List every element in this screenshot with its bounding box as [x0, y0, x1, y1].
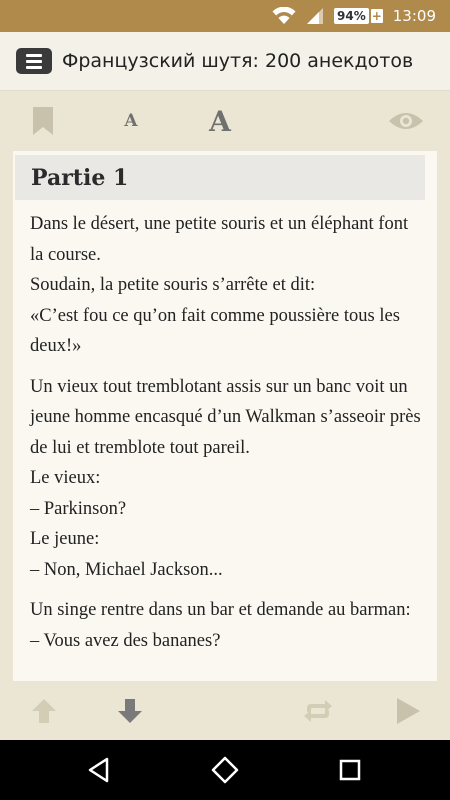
app-title: Французский шутя: 200 анекдотов [62, 50, 414, 72]
system-navigation-bar [0, 740, 450, 800]
status-bar [0, 0, 450, 32]
view-mode-button[interactable] [386, 91, 426, 151]
decrease-font-button[interactable]: A [124, 111, 138, 131]
battery-percent: 94% [334, 8, 369, 24]
status-time: 13:09 [392, 7, 436, 25]
app-bar [0, 32, 450, 91]
increase-font-button[interactable]: A [209, 104, 231, 138]
joke-line: Dans le désert, une petite souris et un éléphant font la course. [30, 214, 409, 265]
joke-line: Le jeune: [30, 529, 100, 549]
menu-button[interactable] [16, 48, 52, 74]
joke-line: Le vieux: [30, 468, 101, 488]
book-page[interactable] [13, 151, 437, 681]
play-button[interactable] [390, 681, 426, 740]
joke-line: – Vous avez des bananes? [30, 630, 221, 651]
chapter-header [15, 155, 425, 200]
repeat-button[interactable] [298, 681, 338, 740]
reader-bottom-bar [0, 681, 450, 740]
chapter-title: Partie 1 [31, 164, 129, 191]
wifi-icon [272, 7, 296, 25]
battery-charging-icon: + [371, 9, 382, 23]
reader-toolbar [0, 91, 450, 151]
previous-button[interactable] [26, 681, 62, 740]
bookmark-icon [32, 106, 54, 136]
joke-line: – Parkinson? [30, 498, 127, 519]
joke-list [13, 200, 437, 656]
joke-line: «C’est fou ce qu’on fait comme poussière tous les deux!» [30, 305, 400, 356]
play-icon [395, 697, 421, 725]
menu-icon-line [26, 66, 42, 69]
recent-apps-button[interactable] [325, 740, 375, 800]
signal-icon [306, 7, 324, 25]
repeat-icon [301, 698, 335, 724]
back-icon [87, 757, 111, 783]
menu-icon-line [26, 60, 42, 63]
back-button[interactable] [74, 740, 124, 800]
eye-icon [388, 110, 424, 132]
home-icon [211, 756, 239, 784]
joke-line: Un singe rentre dans un bar et demande au barman: [30, 600, 411, 620]
joke-line: – Non, Michael Jackson... [30, 559, 223, 580]
bookmark-button[interactable] [28, 91, 58, 151]
recent-apps-icon [339, 759, 361, 781]
next-button[interactable] [112, 681, 148, 740]
menu-icon-line [26, 54, 42, 57]
arrow-up-icon [31, 698, 57, 724]
joke-line: Un vieux tout tremblotant assis sur un banc voit un jeune homme encasqué d’un Walkman s’asseoir près de lui et tremblote tout pareil. [30, 376, 421, 458]
battery-indicator [334, 8, 383, 24]
home-button[interactable] [200, 740, 250, 800]
joke-line: Soudain, la petite souris s’arrête et dit: [30, 275, 316, 295]
joke-paragraph [13, 372, 437, 586]
joke-paragraph [13, 209, 437, 362]
arrow-down-icon [117, 698, 143, 724]
joke-paragraph [13, 595, 437, 656]
